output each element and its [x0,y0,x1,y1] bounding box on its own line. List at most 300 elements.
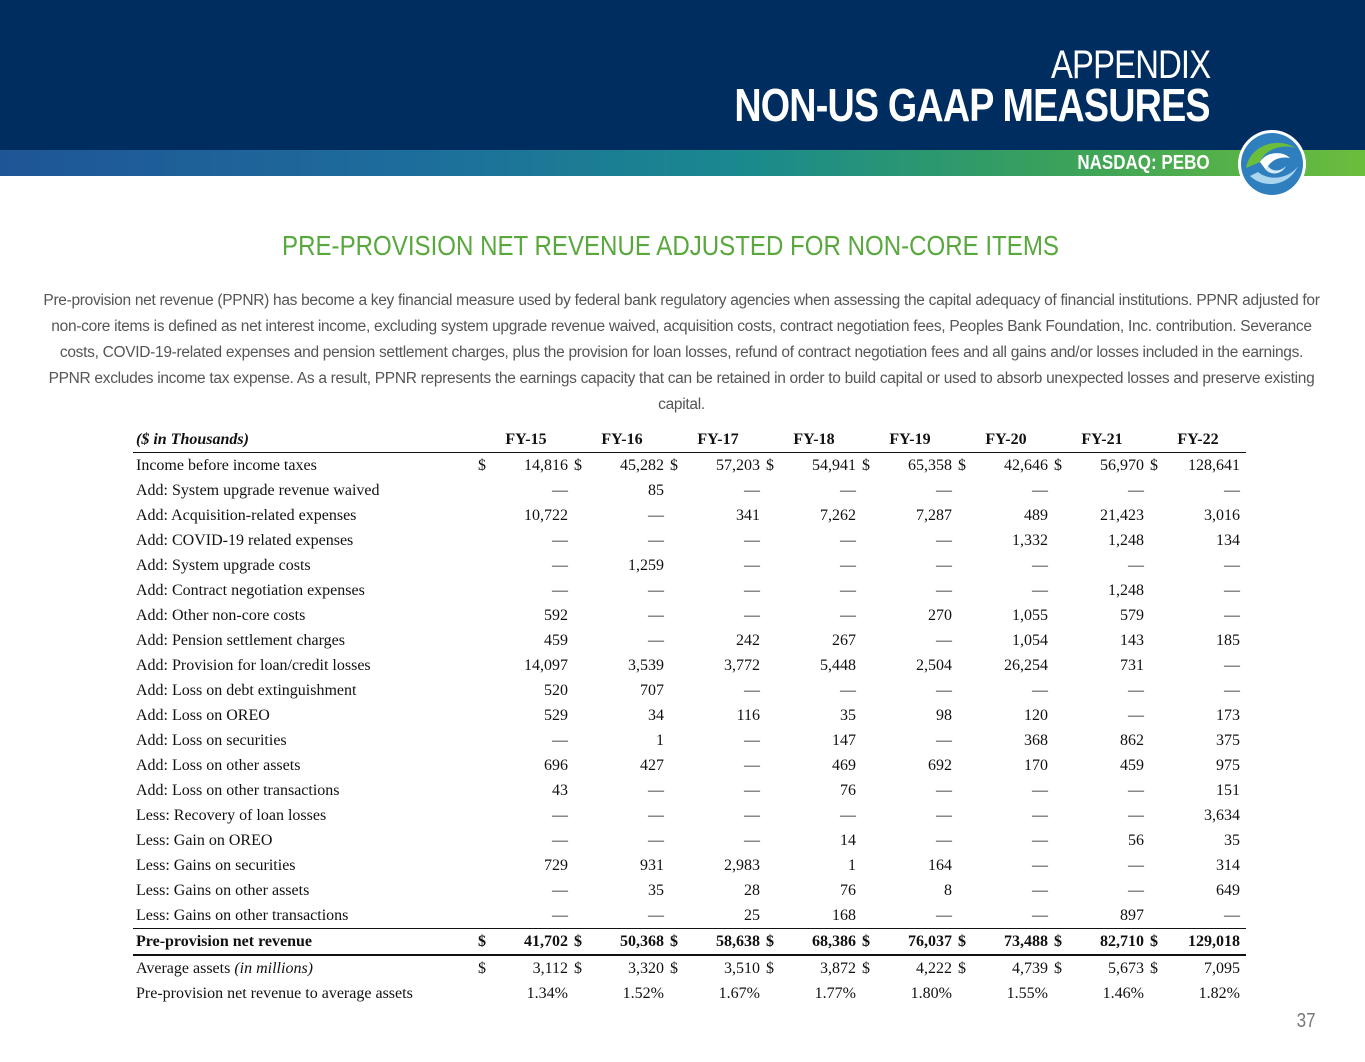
currency-cell [478,703,492,728]
currency-cell: $ [862,929,876,956]
row-label-text: Add: Acquisition-related expenses [136,506,357,524]
row-label-text: Add: Contract negotiation expenses [136,581,365,599]
row-label [133,903,478,929]
row-label [133,828,478,853]
value-cell: 242 [736,631,760,649]
currency-cell [862,528,876,553]
currency-cell [1054,903,1068,929]
row-label [133,728,478,753]
currency-cell [1054,853,1068,878]
value-cell: — [1032,906,1048,924]
currency-cell [766,628,780,653]
value-cell: — [552,806,568,824]
table-row [133,878,1246,903]
currency-cell [574,478,588,503]
value-cell: 2,983 [724,856,760,874]
value-cell: 164 [928,856,952,874]
currency-cell [478,678,492,703]
value-cell: 975 [1216,756,1240,774]
row-label-text: Less: Gains on other transactions [136,906,349,924]
value-cell: 459 [1120,756,1144,774]
currency-cell: $ [766,456,774,474]
currency-cell: $ [574,929,588,956]
row-label [133,878,478,903]
row-label-text: Less: Recovery of loan losses [136,806,327,824]
value-cell: — [936,831,952,849]
value-cell: 35 [1224,831,1240,849]
value-cell: 1.34% [526,984,568,1002]
currency-cell [862,803,876,828]
value-cell: 26,254 [1004,656,1048,674]
currency-cell [478,603,492,628]
currency-cell [1054,828,1068,853]
value-cell: — [744,606,760,624]
value-cell: 85 [648,481,664,499]
currency-cell: $ [958,456,966,474]
table-row [133,478,1246,503]
currency-cell [574,903,588,929]
row-label-suffix: (in millions) [234,959,313,977]
value-cell: 1.80% [910,984,952,1002]
value-cell: 14 [840,831,856,849]
currency-cell [766,853,780,878]
value-cell: 7,095 [1204,959,1240,977]
value-cell: 3,539 [628,656,664,674]
column-header: FY-22 [1150,428,1246,453]
currency-cell [574,678,588,703]
currency-cell: $ [670,456,678,474]
value-cell: 469 [832,756,856,774]
value-cell: 45,282 [620,456,664,474]
value-cell: 3,634 [1204,806,1240,824]
value-cell: 1.82% [1198,984,1240,1002]
row-label [133,528,478,553]
currency-cell [1150,678,1164,703]
value-cell: — [648,781,664,799]
value-cell: 427 [640,756,664,774]
value-cell: 65,358 [908,456,952,474]
value-cell: — [648,631,664,649]
currency-cell [862,578,876,603]
value-cell: 82,710 [1068,929,1150,956]
section-title: PRE-PROVISION NET REVENUE ADJUSTED FOR NON-CORE ITEMS [282,230,1059,261]
currency-cell [958,778,972,803]
currency-cell [478,853,492,878]
currency-cell [958,603,972,628]
currency-cell: $ [958,929,972,956]
currency-cell [478,778,492,803]
currency-cell [766,553,780,578]
currency-cell [1054,753,1068,778]
currency-cell [1054,803,1068,828]
currency-cell [574,653,588,678]
currency-cell [574,778,588,803]
currency-cell [766,778,780,803]
column-header: FY-19 [862,428,958,453]
average-assets-row [133,955,1246,981]
table-row [133,753,1246,778]
value-cell: 897 [1120,906,1144,924]
currency-cell [670,728,684,753]
value-cell: — [1032,831,1048,849]
value-cell: 116 [736,706,760,724]
value-cell: — [744,756,760,774]
value-cell: 3,016 [1204,506,1240,524]
value-cell: 4,739 [1012,959,1048,977]
currency-cell [1150,478,1164,503]
row-label-text: Add: COVID-19 related expenses [136,531,354,549]
currency-cell [574,828,588,853]
table-row [133,803,1246,828]
value-cell: — [648,831,664,849]
currency-cell [1150,903,1164,929]
peoples-bank-logo-icon [1236,128,1308,200]
currency-cell: $ [766,929,780,956]
currency-cell [478,578,492,603]
value-cell: — [1128,556,1144,574]
value-cell: 696 [544,756,568,774]
column-header: FY-18 [766,428,862,453]
currency-cell: $ [766,959,774,977]
currency-cell [862,703,876,728]
currency-cell [574,853,588,878]
value-cell: — [744,681,760,699]
currency-cell [478,728,492,753]
currency-cell [1150,853,1164,878]
value-cell: 14,816 [524,456,568,474]
currency-cell: $ [862,959,870,977]
currency-cell [574,981,588,1006]
value-cell: — [744,781,760,799]
row-label-text: Average assets [136,959,231,977]
currency-cell: $ [958,959,966,977]
value-cell: 4,222 [916,959,952,977]
row-label [133,503,478,528]
currency-cell [670,903,684,929]
currency-cell [1150,628,1164,653]
currency-cell [1150,828,1164,853]
currency-cell [958,528,972,553]
value-cell: — [936,731,952,749]
currency-cell [670,628,684,653]
value-cell: 151 [1216,781,1240,799]
value-cell: — [1128,681,1144,699]
row-label-text: Add: System upgrade costs [136,556,311,574]
value-cell: 147 [832,731,856,749]
value-cell: 98 [936,706,952,724]
currency-cell: $ [1150,929,1164,956]
value-cell: 314 [1216,856,1240,874]
value-cell: — [648,806,664,824]
value-cell: — [1224,556,1240,574]
value-cell: 3,510 [724,959,760,977]
value-cell: 5,448 [820,656,856,674]
value-cell: — [1032,681,1048,699]
currency-cell [670,778,684,803]
currency-cell [958,981,972,1006]
currency-cell [1150,603,1164,628]
currency-cell [574,603,588,628]
table-row [133,828,1246,853]
page-title-appendix: APPENDIX [1050,43,1210,87]
currency-cell [1150,528,1164,553]
value-cell: — [840,556,856,574]
value-cell: — [1128,806,1144,824]
page-title: NON-US GAAP MEASURES [734,79,1210,131]
table-row [133,603,1246,628]
currency-cell [1054,628,1068,653]
column-header: FY-21 [1054,428,1150,453]
value-cell: — [1032,881,1048,899]
currency-cell [862,728,876,753]
currency-cell [670,603,684,628]
value-cell: — [1128,481,1144,499]
table-row [133,703,1246,728]
value-cell: 68,386 [780,929,862,956]
value-cell: 8 [944,881,952,899]
currency-cell [958,653,972,678]
value-cell: — [1224,656,1240,674]
currency-cell [478,528,492,553]
currency-cell [862,981,876,1006]
currency-cell [574,728,588,753]
currency-cell [958,728,972,753]
currency-cell [1054,878,1068,903]
value-cell: — [936,581,952,599]
currency-cell [766,653,780,678]
row-label-text: Add: Loss on securities [136,731,287,749]
value-cell: 35 [648,881,664,899]
value-cell: — [936,531,952,549]
intro-paragraph: Pre-provision net revenue (PPNR) has become a key financial measure used by federal bank regulatory agencies when assessing the capital adequacy of financial institutions. PPNR adjusted for non-core items is defined as net interest income, excluding system upgrade revenue waived, acquisition costs, contract negotiation fees, Peoples Bank Foundation, Inc. contribution. Severance costs, COVID-19-related expenses and pension settlement charges, plus the provision for loan losses, refund of contract negotiation fees and all gains and/or losses included in the earnings. PPNR excludes income tax expense. As a result, PPNR represents the earnings capacity that can be retained in order to build capital or used to absorb unexpected losses and preserve existing capital. [43,292,1320,413]
currency-cell [958,553,972,578]
currency-cell [862,628,876,653]
value-cell: — [552,881,568,899]
value-cell: — [1032,481,1048,499]
currency-cell [862,878,876,903]
value-cell: — [552,531,568,549]
row-label-text: Less: Gain on OREO [136,831,273,849]
value-cell: 267 [832,631,856,649]
value-cell: — [1224,606,1240,624]
value-cell: 520 [544,681,568,699]
currency-cell [1150,728,1164,753]
value-cell: — [1128,881,1144,899]
currency-cell [958,878,972,903]
currency-cell [766,728,780,753]
row-label [133,929,478,956]
currency-cell [1054,503,1068,528]
currency-cell: $ [478,959,486,977]
currency-cell [1054,981,1068,1006]
currency-cell [574,753,588,778]
currency-cell [670,853,684,878]
value-cell: 3,320 [628,959,664,977]
currency-cell [1150,653,1164,678]
currency-cell [670,478,684,503]
currency-cell [478,628,492,653]
value-cell: — [552,906,568,924]
currency-cell [862,753,876,778]
value-cell: 489 [1024,506,1048,524]
currency-cell: $ [1150,959,1158,977]
currency-cell [478,878,492,903]
value-cell: 862 [1120,731,1144,749]
currency-cell [958,828,972,853]
currency-cell [670,703,684,728]
value-cell: 50,368 [588,929,670,956]
value-cell: — [648,506,664,524]
row-label [133,678,478,703]
currency-cell [862,653,876,678]
value-cell: 1.52% [622,984,664,1002]
value-cell: — [1032,781,1048,799]
value-cell: — [840,581,856,599]
value-cell: 42,646 [1004,456,1048,474]
row-label-text: Income before income taxes [136,456,317,474]
currency-cell [574,628,588,653]
table-row [133,653,1246,678]
value-cell: — [744,806,760,824]
value-cell: 692 [928,756,952,774]
currency-cell [766,678,780,703]
row-label [133,653,478,678]
value-cell: 1 [848,856,856,874]
row-label [133,753,478,778]
value-cell: 120 [1024,706,1048,724]
currency-cell: $ [1054,959,1062,977]
currency-cell [862,778,876,803]
currency-cell [478,828,492,853]
value-cell: 1,054 [1012,631,1048,649]
currency-cell: $ [574,959,582,977]
currency-cell [1150,878,1164,903]
value-cell: 5,673 [1108,959,1144,977]
row-label-text: Add: Loss on other transactions [136,781,340,799]
currency-cell [1150,778,1164,803]
value-cell: 1.77% [814,984,856,1002]
currency-cell [766,903,780,929]
currency-cell [574,703,588,728]
currency-cell [1150,981,1164,1006]
currency-cell [670,653,684,678]
value-cell: 1,248 [1108,581,1144,599]
row-label [133,578,478,603]
value-cell: — [744,731,760,749]
currency-cell [1054,553,1068,578]
value-cell: 529 [544,706,568,724]
value-cell: — [1032,581,1048,599]
currency-cell: $ [574,456,582,474]
currency-cell [670,528,684,553]
column-header: FY-16 [574,428,670,453]
row-label [133,955,478,981]
value-cell: 592 [544,606,568,624]
row-label-text: Less: Gains on securities [136,856,296,874]
row-label [133,628,478,653]
table-row [133,528,1246,553]
currency-cell [766,603,780,628]
currency-cell [478,981,492,1006]
value-cell: — [552,556,568,574]
currency-cell [766,478,780,503]
value-cell: — [744,531,760,549]
value-cell: 459 [544,631,568,649]
value-cell: 1,259 [628,556,664,574]
value-cell: 707 [640,681,664,699]
value-cell: 25 [744,906,760,924]
row-label-text: Pre-provision net revenue [136,932,312,950]
value-cell: — [936,781,952,799]
currency-cell [958,478,972,503]
ppnr-table [133,428,1246,1006]
row-label [133,981,478,1006]
row-label-text: Add: Loss on OREO [136,706,270,724]
value-cell: — [1128,856,1144,874]
currency-cell [1150,553,1164,578]
ppnr-ratio-row [133,981,1246,1006]
value-cell: — [840,481,856,499]
currency-cell [958,503,972,528]
currency-cell [1054,653,1068,678]
currency-cell [1150,703,1164,728]
currency-cell [862,553,876,578]
row-label [133,703,478,728]
currency-cell: $ [670,929,684,956]
currency-cell [862,828,876,853]
currency-cell: $ [1150,456,1158,474]
currency-cell [958,753,972,778]
currency-cell [478,553,492,578]
currency-cell: $ [478,929,492,956]
value-cell: 21,423 [1100,506,1144,524]
row-label-text: Add: Pension settlement charges [136,631,345,649]
value-cell: 1.46% [1102,984,1144,1002]
currency-cell [1054,478,1068,503]
currency-cell: $ [670,959,678,977]
currency-cell [1150,803,1164,828]
table-row [133,453,1246,479]
currency-cell [766,503,780,528]
currency-cell: $ [862,456,870,474]
row-label [133,603,478,628]
currency-cell [958,853,972,878]
column-header: FY-17 [670,428,766,453]
currency-cell [1150,503,1164,528]
value-cell: 1.55% [1006,984,1048,1002]
currency-cell [1054,728,1068,753]
value-cell: — [552,731,568,749]
value-cell: — [552,581,568,599]
row-label-text: Add: System upgrade revenue waived [136,481,380,499]
value-cell: — [648,906,664,924]
currency-cell [766,803,780,828]
value-cell: 41,702 [492,929,574,956]
value-cell: 1,055 [1012,606,1048,624]
currency-cell [670,578,684,603]
currency-cell [958,678,972,703]
value-cell: — [552,831,568,849]
value-cell: 731 [1120,656,1144,674]
currency-cell [862,903,876,929]
row-label [133,478,478,503]
value-cell: — [744,831,760,849]
currency-cell [670,553,684,578]
row-label [133,553,478,578]
row-label-text: Add: Loss on debt extinguishment [136,681,357,699]
currency-cell [670,981,684,1006]
ticker-label: NASDAQ: PEBO [1077,152,1210,174]
